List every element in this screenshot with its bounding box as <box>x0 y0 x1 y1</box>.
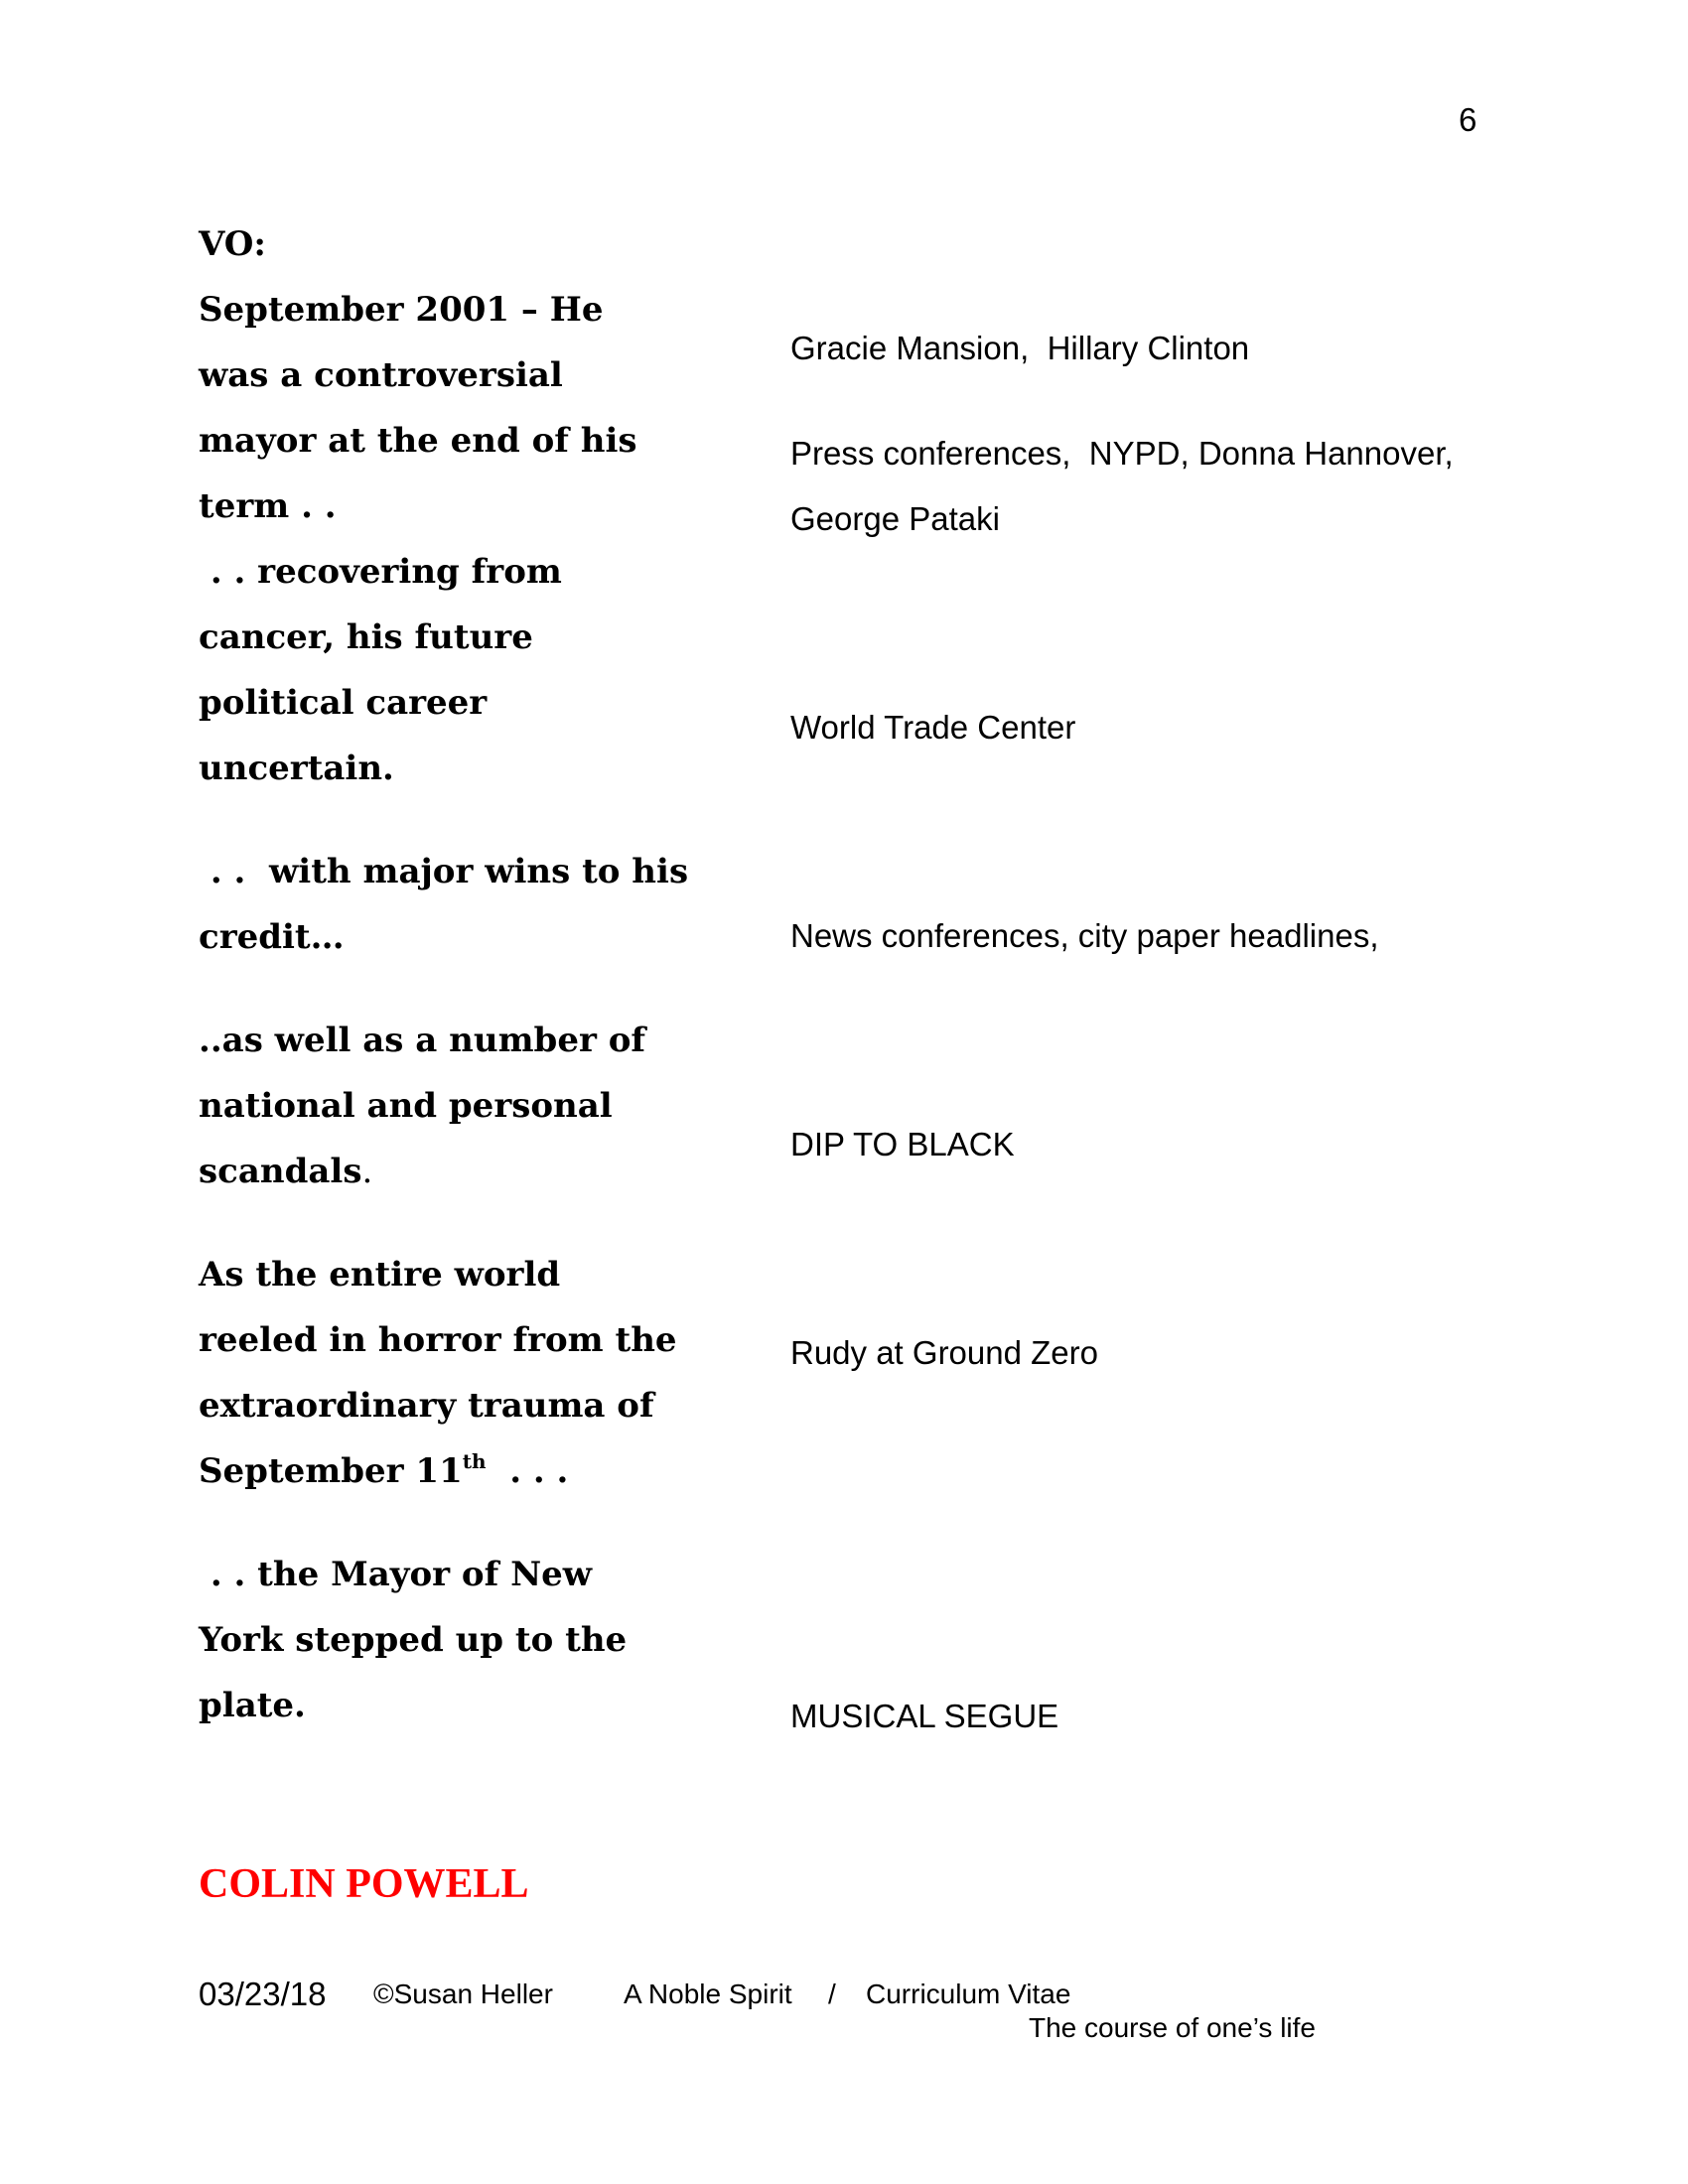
visual-cue-6: DIP TO BLACK <box>790 1126 1015 1162</box>
footer-copyright: ©Susan Heller <box>373 1979 553 2009</box>
vo-line-11: ..as well as a number of <box>199 1021 646 1060</box>
vo-line-3: mayor at the end of his <box>199 421 637 461</box>
footer-title: A Noble Spirit <box>624 1979 792 2009</box>
vo-line-8: uncertain. <box>199 749 394 788</box>
vo-line-5: . . recovering from <box>199 552 562 592</box>
vo-line-13-period: . <box>361 1152 373 1191</box>
vo-line-4: term . . <box>199 486 337 526</box>
visual-cue-7: Rudy at Ground Zero <box>790 1334 1098 1371</box>
vo-line-6: cancer, his future <box>199 617 533 657</box>
vo-line-14: As the entire world <box>199 1255 561 1295</box>
footer-separator: / <box>828 1979 836 2009</box>
footer-tagline: The course of one’s life <box>1029 2012 1316 2043</box>
vo-line-17-ellipsis: . . . <box>486 1451 569 1491</box>
footer-subtitle: Curriculum Vitae <box>866 1979 1071 2009</box>
vo-line-9: . . with major wins to his <box>199 852 689 891</box>
vo-line-15: reeled in horror from the <box>199 1320 677 1360</box>
visual-cue-1: Gracie Mansion, Hillary Clinton <box>790 330 1250 366</box>
visual-cue-8: MUSICAL SEGUE <box>790 1698 1059 1734</box>
vo-line-17-text: September 11 <box>199 1451 463 1491</box>
vo-line-10: credit… <box>199 917 345 957</box>
vo-line-1: September 2001 – He <box>199 290 604 330</box>
vo-line-19: York stepped up to the <box>199 1620 628 1660</box>
visual-cue-3: George Pataki <box>790 500 1000 537</box>
vo-line-13 <box>199 1152 372 1191</box>
visual-cue-5: News conferences, city paper headlines, <box>790 917 1379 954</box>
vo-line-20: plate. <box>199 1686 306 1725</box>
vo-label: VO: <box>199 224 266 264</box>
vo-line-17 <box>199 1451 568 1491</box>
visual-cue-4: World Trade Center <box>790 709 1076 746</box>
section-heading: COLIN POWELL <box>199 1861 529 1907</box>
visual-cue-2: Press conferences, NYPD, Donna Hannover, <box>790 435 1454 472</box>
vo-line-2: was a controversial <box>199 355 563 395</box>
vo-line-7: political career <box>199 683 488 723</box>
footer-date: 03/23/18 <box>199 1976 327 2012</box>
vo-line-18: . . the Mayor of New <box>199 1555 593 1594</box>
vo-line-12: national and personal <box>199 1086 613 1126</box>
vo-line-17-superscript: th <box>462 1449 487 1473</box>
vo-line-13-text: scandals <box>199 1152 362 1191</box>
vo-line-16: extraordinary trauma of <box>199 1386 654 1426</box>
page-number: 6 <box>1459 101 1477 138</box>
